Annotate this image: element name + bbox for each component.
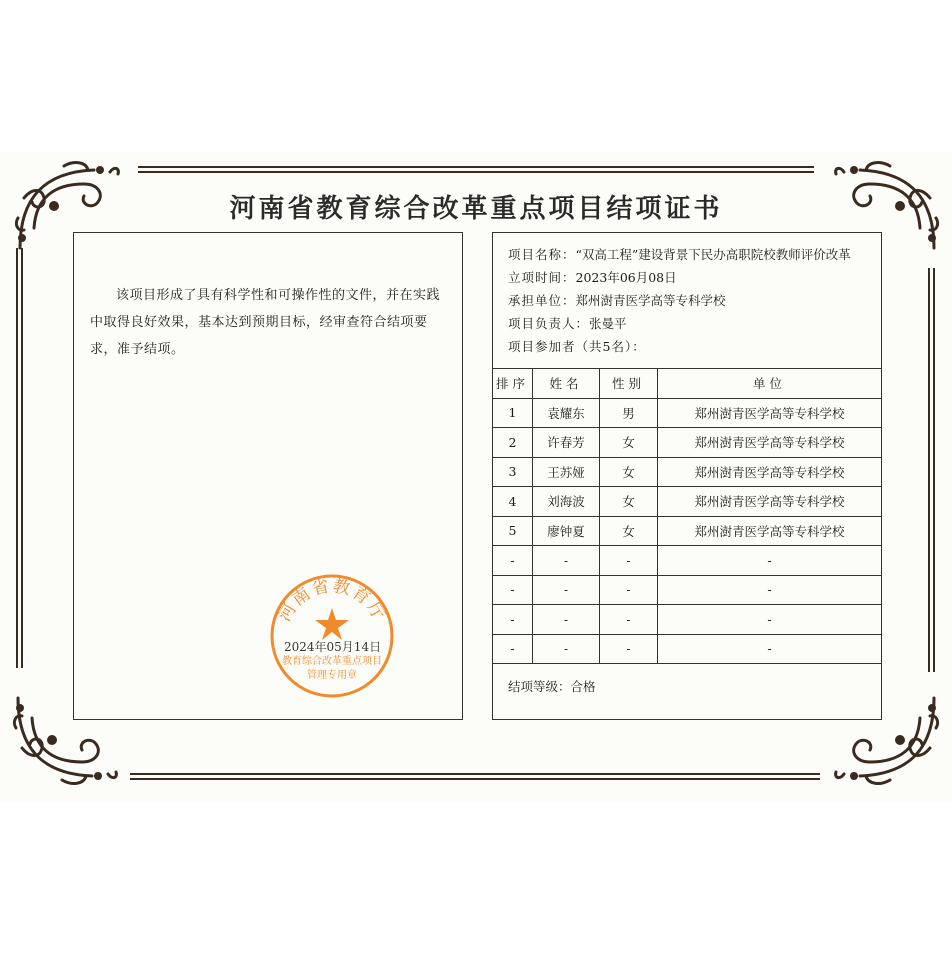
cell-gender: 女 <box>600 428 658 458</box>
table-row <box>493 516 882 546</box>
cell-name: - <box>533 575 600 605</box>
participants-label: 项目参加者（共5名）： <box>508 339 646 354</box>
table-row <box>493 605 882 635</box>
cell-unit: - <box>658 605 882 635</box>
svg-text:管理专用章: 管理专用章 <box>307 670 357 681</box>
stamp-date: 2024年05月14日 <box>284 640 382 654</box>
table-header-row <box>493 369 882 399</box>
cell-gender: - <box>600 546 658 576</box>
cell-order: 2 <box>493 428 533 458</box>
project-name-line <box>508 244 851 266</box>
cell-order: 1 <box>493 398 533 428</box>
cell-order: - <box>493 605 533 635</box>
leader-label: 项目负责人： <box>508 316 590 331</box>
table-row <box>493 634 882 664</box>
participants-line <box>508 336 646 358</box>
start-date-label: 立项时间： <box>508 270 576 285</box>
cell-name: 袁耀东 <box>533 398 600 428</box>
cell-name: 许春芳 <box>533 428 600 458</box>
cell-order: - <box>493 546 533 576</box>
header-gender: 性别 <box>600 369 658 399</box>
table-row <box>493 398 882 428</box>
svg-text:河南省教育厅: 河南省教育厅 <box>274 576 390 626</box>
grade-value: 合格 <box>570 679 596 694</box>
cell-gender: 男 <box>600 398 658 428</box>
cell-unit: 郑州澍青医学高等专科学校 <box>658 487 882 517</box>
cell-unit: 郑州澍青医学高等专科学校 <box>658 428 882 458</box>
cell-gender: - <box>600 605 658 635</box>
cell-order: 4 <box>493 487 533 517</box>
frame-left-bar <box>16 248 23 668</box>
cell-order: 5 <box>493 516 533 546</box>
leader-line <box>508 313 627 335</box>
cell-gender: - <box>600 575 658 605</box>
cell-gender: 女 <box>600 516 658 546</box>
cell-name: 廖钟夏 <box>533 516 600 546</box>
cell-order: - <box>493 634 533 664</box>
cell-name: - <box>533 546 600 576</box>
unit-value: 郑州澍青医学高等专科学校 <box>575 293 726 308</box>
grade-line <box>508 677 596 695</box>
cell-name: - <box>533 605 600 635</box>
header-name: 姓名 <box>533 369 600 399</box>
participants-table <box>492 368 882 664</box>
frame-bottom-bar <box>130 773 820 780</box>
unit-line <box>508 290 726 312</box>
cell-unit: - <box>658 546 882 576</box>
project-name-value: “双高工程”建设背景下民办高职院校教师评价改革 <box>575 247 851 262</box>
official-seal-icon <box>268 572 396 700</box>
cell-order: 3 <box>493 457 533 487</box>
header-unit: 单位 <box>658 369 882 399</box>
cell-unit: 郑州澍青医学高等专科学校 <box>658 516 882 546</box>
start-date-value: 2023年06月08日 <box>575 270 677 285</box>
cell-gender: 女 <box>600 487 658 517</box>
table-row <box>493 487 882 517</box>
cell-unit: - <box>658 634 882 664</box>
cell-gender: - <box>600 634 658 664</box>
cell-unit: 郑州澍青医学高等专科学校 <box>658 398 882 428</box>
cell-gender: 女 <box>600 457 658 487</box>
svg-text:教育综合改革重点项目: 教育综合改革重点项目 <box>282 656 382 667</box>
project-name-label: 项目名称： <box>508 247 576 262</box>
table-row <box>493 575 882 605</box>
header-order: 排序 <box>493 369 533 399</box>
cell-unit: - <box>658 575 882 605</box>
frame-top-bar <box>138 166 814 173</box>
table-row <box>493 546 882 576</box>
cell-order: - <box>493 575 533 605</box>
conclusion-text: 该项目形成了具有科学性和可操作性的文件，并在实践中取得良好效果，基本达到预期目标，经审查符合结项要求，准予结项。 <box>90 288 441 357</box>
table-row <box>493 457 882 487</box>
certificate-title: 河南省教育综合改革重点项目结项证书 <box>229 194 723 224</box>
grade-label: 结项等级： <box>508 679 571 694</box>
leader-value: 张曼平 <box>589 316 627 331</box>
start-date-line <box>508 267 677 289</box>
unit-label: 承担单位： <box>508 293 576 308</box>
cell-name: 王苏娅 <box>533 457 600 487</box>
table-row <box>493 428 882 458</box>
frame-right-bar <box>928 268 935 672</box>
cell-name: - <box>533 634 600 664</box>
cell-name: 刘海波 <box>533 487 600 517</box>
cell-unit: 郑州澍青医学高等专科学校 <box>658 457 882 487</box>
